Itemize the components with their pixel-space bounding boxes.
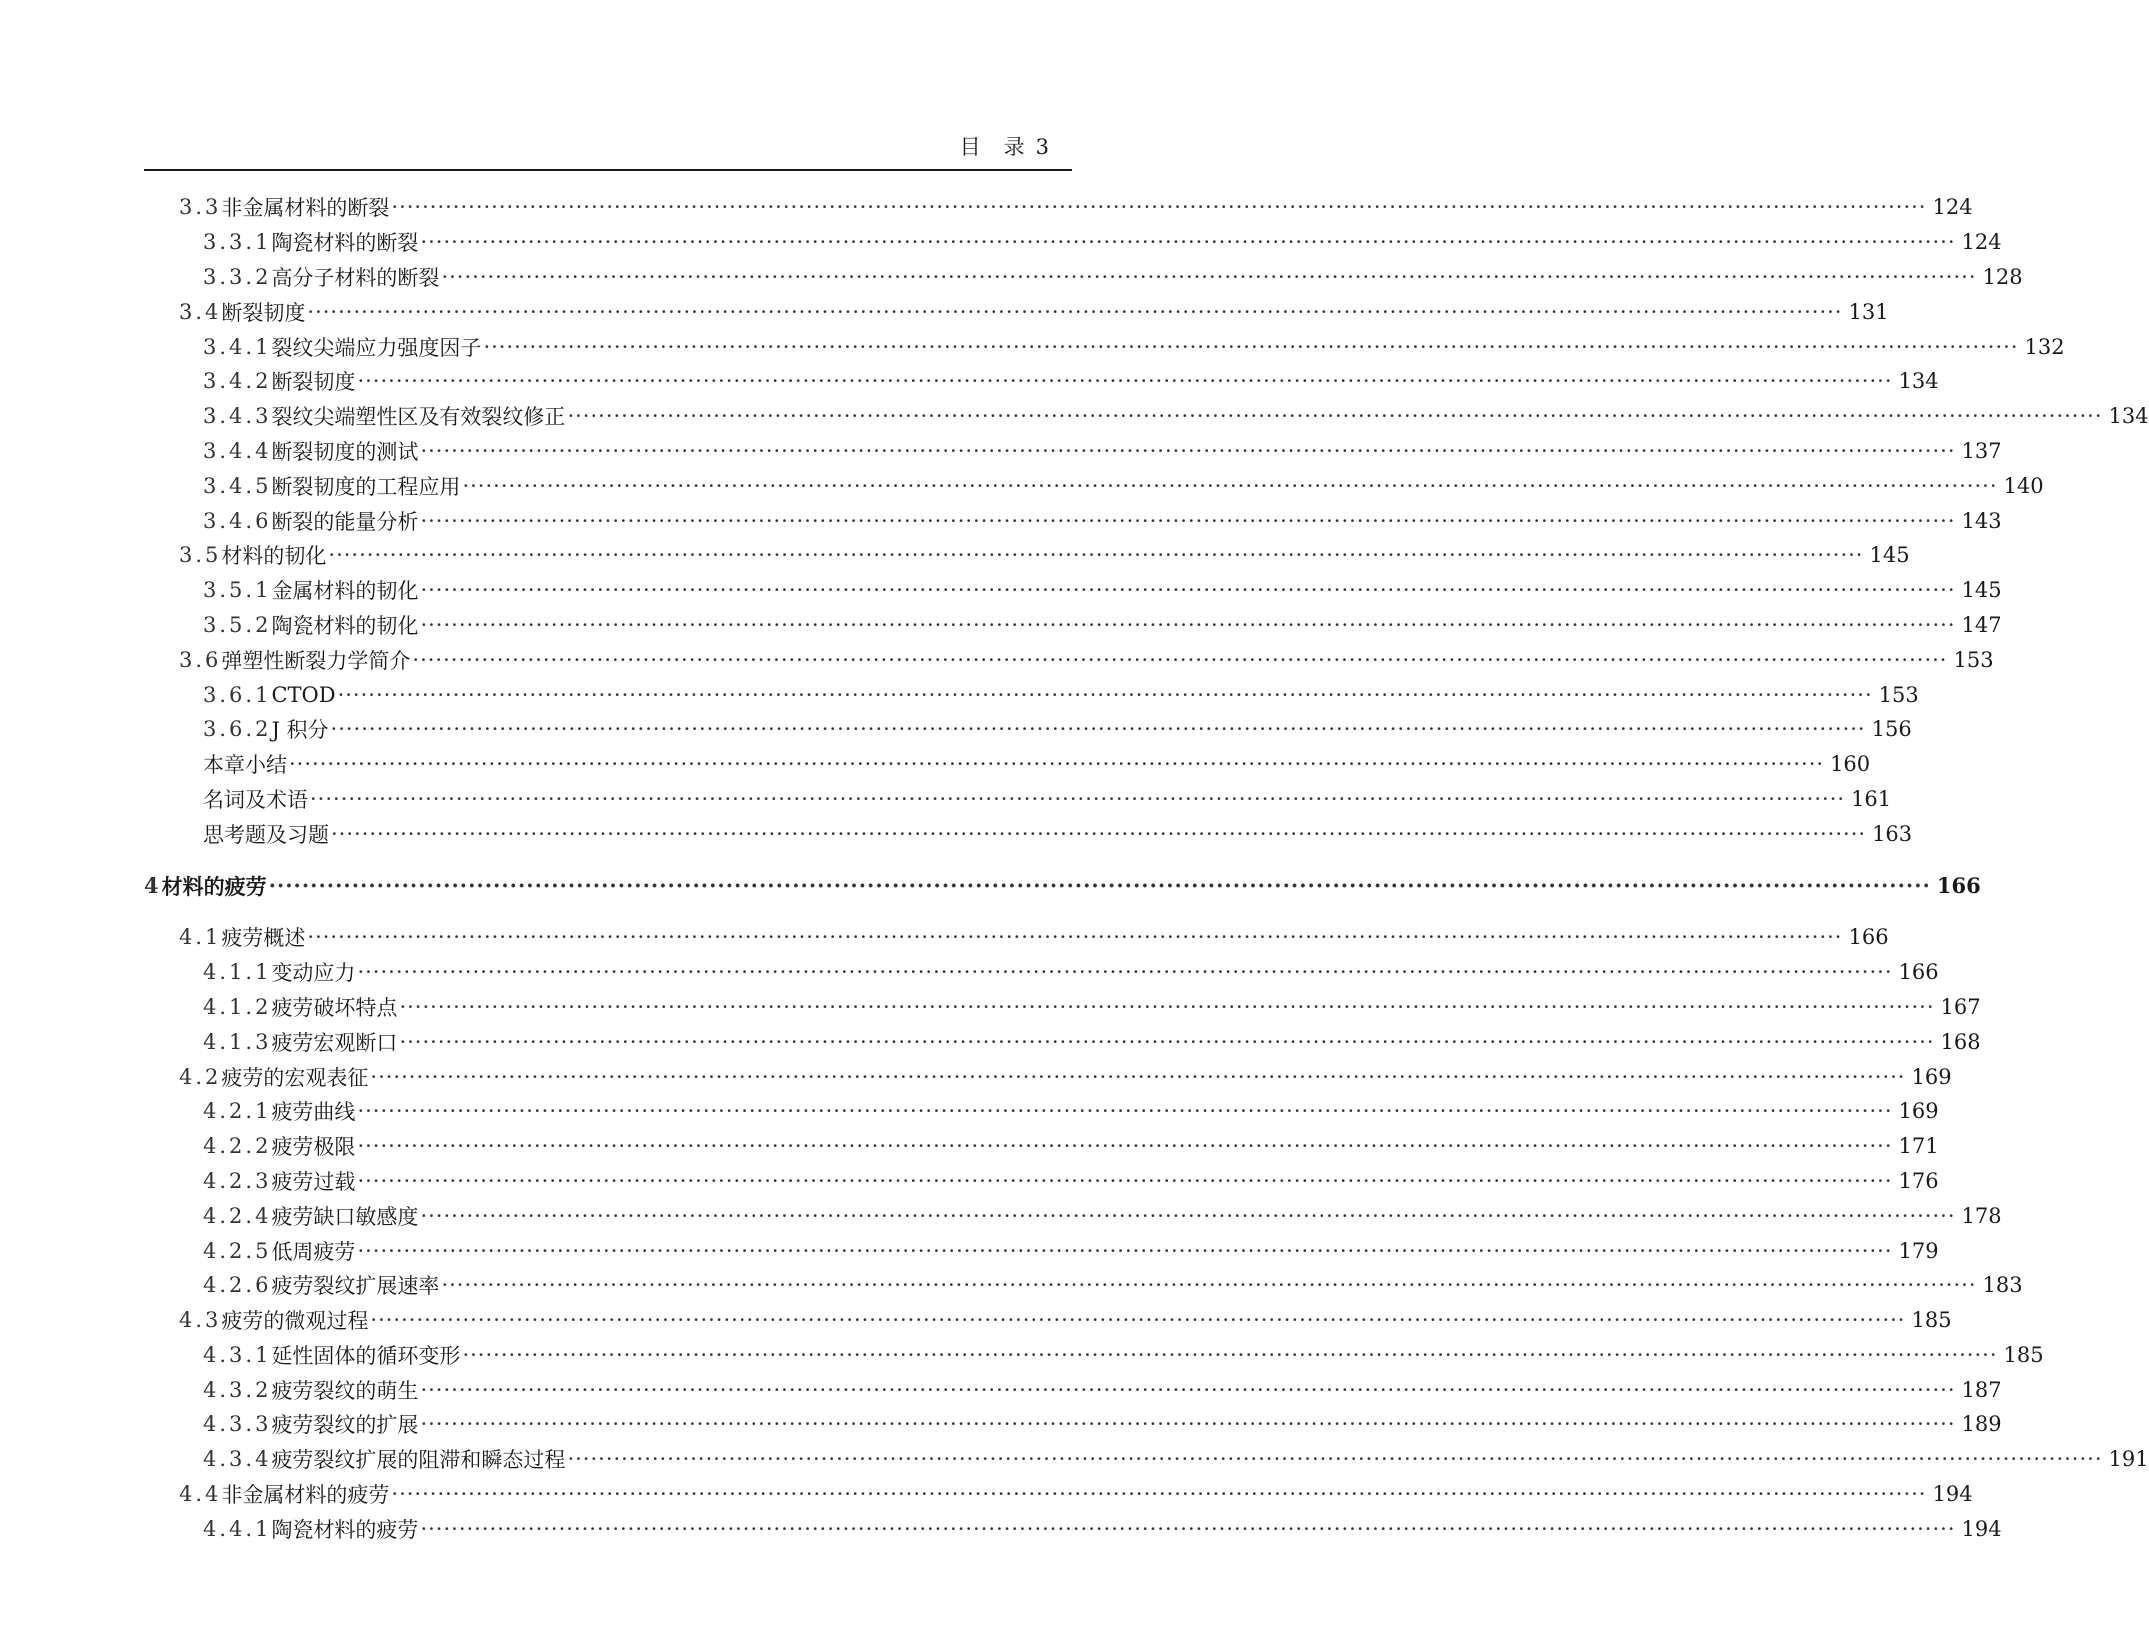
- toc-entry-title: 疲劳的微观过程: [221, 1309, 369, 1334]
- toc-entry-page: 140: [2003, 473, 2044, 498]
- toc-entry-page: 145: [1869, 543, 1910, 568]
- toc-entry-page: 147: [1961, 612, 2002, 637]
- toc-entry-title: 材料的疲劳: [161, 873, 267, 899]
- toc-entry: [144, 1129, 1939, 1164]
- dot-leader: ········································································································································································································: [357, 1134, 1893, 1159]
- toc-entry: [144, 816, 1913, 851]
- toc-entry: [144, 1407, 2002, 1442]
- toc-entry-page: 166: [1936, 873, 1981, 899]
- toc-entry-page: 176: [1898, 1168, 1939, 1193]
- toc-entry-number: 3.6.1: [203, 682, 272, 707]
- toc-entry-page: 178: [1961, 1203, 2002, 1228]
- toc-entry-page: 128: [1982, 264, 2023, 289]
- toc-entry-page: 153: [1878, 682, 1919, 707]
- dot-leader: ········································································································································································································: [462, 1342, 1998, 1367]
- toc-entry: [144, 1268, 2023, 1303]
- toc-entry-page: 156: [1871, 717, 1912, 742]
- running-header: [144, 131, 1072, 171]
- toc-entry: [144, 1164, 1939, 1199]
- toc-entry-page: 124: [1932, 195, 1973, 220]
- toc-entry: [144, 1477, 1973, 1512]
- dot-leader: ········································································································································································································: [462, 473, 1998, 498]
- dot-leader: ········································································································································································································: [357, 1238, 1893, 1263]
- toc-entry-number: 3.3.1: [203, 230, 272, 255]
- toc-entry: [144, 225, 2002, 260]
- toc-entry-page: 132: [2024, 334, 2065, 359]
- toc-entry-number: 3.4.4: [203, 438, 272, 463]
- toc-entry: [144, 1024, 1981, 1059]
- toc-entry: [144, 1511, 2002, 1546]
- toc-entry-page: 153: [1953, 647, 1994, 672]
- toc-entry-title: 疲劳宏观断口: [271, 1030, 398, 1055]
- toc-entry: [144, 642, 1994, 677]
- toc-entry-number: 4.1.1: [203, 960, 272, 985]
- toc-entry-page: 166: [1848, 925, 1889, 950]
- toc-entry-page: 160: [1830, 752, 1871, 777]
- dot-leader: ········································································································································································································: [420, 230, 1956, 255]
- toc-entry-page: 166: [1898, 960, 1939, 985]
- toc-entry-number: 3.4.3: [203, 404, 272, 429]
- table-of-contents: [144, 190, 2149, 1546]
- toc-entry-number: 3.6.2: [203, 717, 272, 742]
- dot-leader: ········································································································································································································: [420, 1203, 1956, 1228]
- toc-entry-page: 185: [2003, 1342, 2044, 1367]
- toc-entry-page: 194: [1961, 1516, 2002, 1541]
- toc-entry-number: 3.3.2: [203, 264, 272, 289]
- toc-entry-number: 3.4.5: [203, 473, 272, 498]
- toc-entry: [144, 538, 1910, 573]
- toc-entry-number: 4.3.1: [203, 1342, 272, 1367]
- toc-entry-page: 169: [1911, 1064, 1952, 1089]
- toc-entry-number: 4: [144, 873, 162, 899]
- toc-entry: [144, 1233, 1939, 1268]
- toc-entry-title: 变动应力: [271, 961, 356, 986]
- toc-entry-number: 3.4.1: [203, 334, 272, 359]
- dot-leader: ········································································································································································································: [567, 404, 2103, 429]
- toc-entry-page: 168: [1940, 1029, 1981, 1054]
- toc-entry: [144, 190, 1973, 225]
- toc-entry-number: 4.3: [179, 1308, 222, 1333]
- dot-leader: ········································································································································································································: [399, 1029, 1935, 1054]
- toc-entry-page: 145: [1961, 578, 2002, 603]
- toc-entry-number: 4.1: [179, 925, 222, 950]
- toc-entry: [144, 782, 1892, 817]
- dot-leader: ········································································································································································································: [420, 1516, 1956, 1541]
- dot-leader: ········································································································································································································: [370, 1064, 1906, 1089]
- toc-entry-title: 疲劳裂纹扩展的阻滞和瞬态过程: [271, 1448, 566, 1473]
- toc-entry-title: 高分子材料的断裂: [271, 265, 440, 290]
- dot-leader: ········································································································································································································: [289, 752, 1825, 777]
- toc-entry-number: 3.4.2: [203, 369, 272, 394]
- dot-leader: ········································································································································································································: [420, 438, 1956, 463]
- dot-leader: ········································································································································································································: [370, 1308, 1906, 1333]
- toc-entry-page: 187: [1961, 1377, 2002, 1402]
- dot-leader: ········································································································································································································: [330, 717, 1866, 742]
- toc-entry-title: 疲劳极限: [271, 1135, 356, 1160]
- toc-entry-title: 断裂的能量分析: [271, 509, 419, 534]
- toc-entry-title: 延性固体的循环变形: [271, 1343, 461, 1368]
- dot-leader: ········································································································································································································: [483, 334, 2019, 359]
- toc-entry: [144, 573, 2002, 608]
- toc-entry: [144, 329, 2065, 364]
- toc-entry-title: 疲劳曲线: [271, 1100, 356, 1125]
- toc-entry-page: 189: [1961, 1412, 2002, 1437]
- toc-entry-number: 3.3: [179, 195, 222, 220]
- toc-entry-title: CTOD: [271, 682, 336, 707]
- header-page-number: 3: [1035, 135, 1050, 159]
- toc-entry-title: 陶瓷材料的断裂: [271, 231, 419, 256]
- toc-entry-title: 疲劳概述: [221, 926, 306, 951]
- toc-entry: [144, 1198, 2002, 1233]
- toc-entry-title: 材料的韧化: [221, 544, 327, 569]
- toc-entry-title: 断裂韧度的工程应用: [271, 474, 461, 499]
- toc-entry-title: 陶瓷材料的韧化: [271, 613, 419, 638]
- dot-leader: ········································································································································································································: [310, 786, 1846, 811]
- toc-entry-number: 4.1.2: [203, 994, 272, 1019]
- toc-entry-title: 断裂韧度: [221, 300, 306, 325]
- dot-leader: ········································································································································································································: [357, 1099, 1893, 1124]
- dot-leader: ········································································································································································································: [391, 1482, 1927, 1507]
- toc-entry-page: 179: [1898, 1238, 1939, 1263]
- dot-leader: ········································································································································································································: [412, 647, 1948, 672]
- dot-leader: ········································································································································································································: [337, 682, 1873, 707]
- toc-entry: [144, 1059, 1952, 1094]
- dot-leader: ········································································································································································································: [441, 264, 1977, 289]
- header-text: [960, 131, 1050, 161]
- toc-entry-number: 3.4.6: [203, 508, 272, 533]
- toc-entry-number: 4.2.2: [203, 1134, 272, 1159]
- toc-entry-number: 4.2: [179, 1064, 222, 1089]
- toc-entry-number: 3.5: [179, 543, 222, 568]
- toc-entry: [144, 364, 1939, 399]
- toc-entry-page: 171: [1898, 1134, 1939, 1159]
- dot-leader: ········································································································································································································: [420, 1412, 1956, 1437]
- toc-entry-page: 161: [1851, 786, 1892, 811]
- dot-leader: ········································································································································································································: [307, 299, 1843, 324]
- toc-entry-title: 疲劳破坏特点: [271, 995, 398, 1020]
- toc-entry-number: 4.3.4: [203, 1447, 272, 1472]
- toc-entry: [144, 712, 1912, 747]
- toc-chapter-entry: [144, 868, 1981, 903]
- toc-entry-number: 3.5.1: [203, 578, 272, 603]
- toc-entry: [144, 1442, 2149, 1477]
- dot-leader: ········································································································································································································: [331, 821, 1867, 846]
- toc-entry: [144, 1372, 2002, 1407]
- dot-leader: ········································································································································································································: [357, 369, 1893, 394]
- toc-entry-title: 本章小结: [203, 753, 287, 778]
- toc-entry-number: 4.3.2: [203, 1377, 272, 1402]
- toc-entry-page: 124: [1961, 230, 2002, 255]
- toc-entry-number: 4.2.1: [203, 1099, 272, 1124]
- toc-entry-page: 134: [2108, 404, 2149, 429]
- toc-entry-title: 裂纹尖端塑性区及有效裂纹修正: [271, 405, 566, 430]
- dot-leader: ········································································································································································································: [328, 543, 1864, 568]
- dot-leader: ········································································································································································································: [268, 873, 1931, 899]
- dot-leader: ········································································································································································································: [420, 612, 1956, 637]
- toc-entry: [144, 1094, 1939, 1129]
- dot-leader: ········································································································································································································: [357, 960, 1893, 985]
- toc-entry-number: 4.2.3: [203, 1168, 272, 1193]
- toc-entry-number: 4.4.1: [203, 1516, 272, 1541]
- toc-entry-title: 思考题及习题: [203, 822, 329, 847]
- toc-entry: [144, 1338, 2044, 1373]
- toc-entry: [144, 677, 1919, 712]
- toc-entry: [144, 503, 2002, 538]
- toc-entry-page: 137: [1961, 438, 2002, 463]
- toc-entry-number: 4.2.5: [203, 1238, 272, 1263]
- toc-entry-page: 131: [1848, 299, 1889, 324]
- toc-entry-title: 非金属材料的断裂: [221, 196, 390, 221]
- toc-entry-number: 4.3.3: [203, 1412, 272, 1437]
- toc-entry-title: 疲劳缺口敏感度: [271, 1204, 419, 1229]
- toc-entry-title: 金属材料的韧化: [271, 579, 419, 604]
- dot-leader: ········································································································································································································: [420, 508, 1956, 533]
- toc-entry-title: 陶瓷材料的疲劳: [271, 1517, 419, 1542]
- toc-entry-title: 疲劳的宏观表征: [221, 1065, 369, 1090]
- toc-entry: [144, 468, 2044, 503]
- dot-leader: ········································································································································································································: [391, 195, 1927, 220]
- toc-entry: [144, 399, 2149, 434]
- toc-entry-title: 非金属材料的疲劳: [221, 1483, 390, 1508]
- dot-leader: ········································································································································································································: [307, 925, 1843, 950]
- toc-entry-title: 低周疲劳: [271, 1239, 356, 1264]
- toc-entry: [144, 747, 1871, 782]
- toc-entry-title: 名词及术语: [203, 787, 308, 812]
- toc-entry-page: 163: [1872, 821, 1913, 846]
- toc-entry: [144, 608, 2002, 643]
- toc-entry-number: 4.1.3: [203, 1029, 272, 1054]
- toc-entry-page: 191: [2108, 1447, 2149, 1472]
- toc-entry-number: 4.4: [179, 1482, 222, 1507]
- toc-entry: [144, 434, 2002, 469]
- toc-entry-number: 3.4: [179, 299, 222, 324]
- toc-entry-page: 194: [1932, 1482, 1973, 1507]
- toc-entry-title: J 积分: [271, 718, 329, 743]
- dot-leader: ········································································································································································································: [441, 1273, 1977, 1298]
- toc-entry-title: 断裂韧度的测试: [271, 439, 419, 464]
- toc-entry-page: 167: [1940, 994, 1981, 1019]
- toc-entry-title: 断裂韧度: [271, 370, 356, 395]
- toc-entry-page: 185: [1911, 1308, 1952, 1333]
- dot-leader: ········································································································································································································: [420, 578, 1956, 603]
- toc-entry-number: 3.6: [179, 647, 222, 672]
- toc-entry: [144, 920, 1889, 955]
- dot-leader: ········································································································································································································: [567, 1447, 2103, 1472]
- toc-entry: [144, 260, 2023, 295]
- toc-entry-page: 143: [1961, 508, 2002, 533]
- toc-entry: [144, 955, 1939, 990]
- toc-entry-title: 疲劳裂纹的萌生: [271, 1378, 419, 1403]
- toc-entry-page: 183: [1982, 1273, 2023, 1298]
- toc-entry-number: 4.2.6: [203, 1273, 272, 1298]
- toc-entry: [144, 990, 1981, 1025]
- header-title: 目 录: [959, 135, 1026, 159]
- toc-entry-number: 3.5.2: [203, 612, 272, 637]
- toc-entry: [144, 1303, 1952, 1338]
- dot-leader: ········································································································································································································: [399, 994, 1935, 1019]
- toc-entry-title: 裂纹尖端应力强度因子: [271, 335, 482, 360]
- toc-entry: [144, 294, 1889, 329]
- toc-entry-title: 疲劳裂纹的扩展: [271, 1413, 419, 1438]
- dot-leader: ········································································································································································································: [420, 1377, 1956, 1402]
- toc-entry-title: 疲劳裂纹扩展速率: [271, 1274, 440, 1299]
- toc-entry-title: 弹塑性断裂力学简介: [221, 648, 411, 673]
- dot-leader: ········································································································································································································: [357, 1168, 1893, 1193]
- toc-entry-page: 134: [1898, 369, 1939, 394]
- toc-entry-number: 4.2.4: [203, 1203, 272, 1228]
- toc-entry-page: 169: [1898, 1099, 1939, 1124]
- toc-entry-title: 疲劳过载: [271, 1169, 356, 1194]
